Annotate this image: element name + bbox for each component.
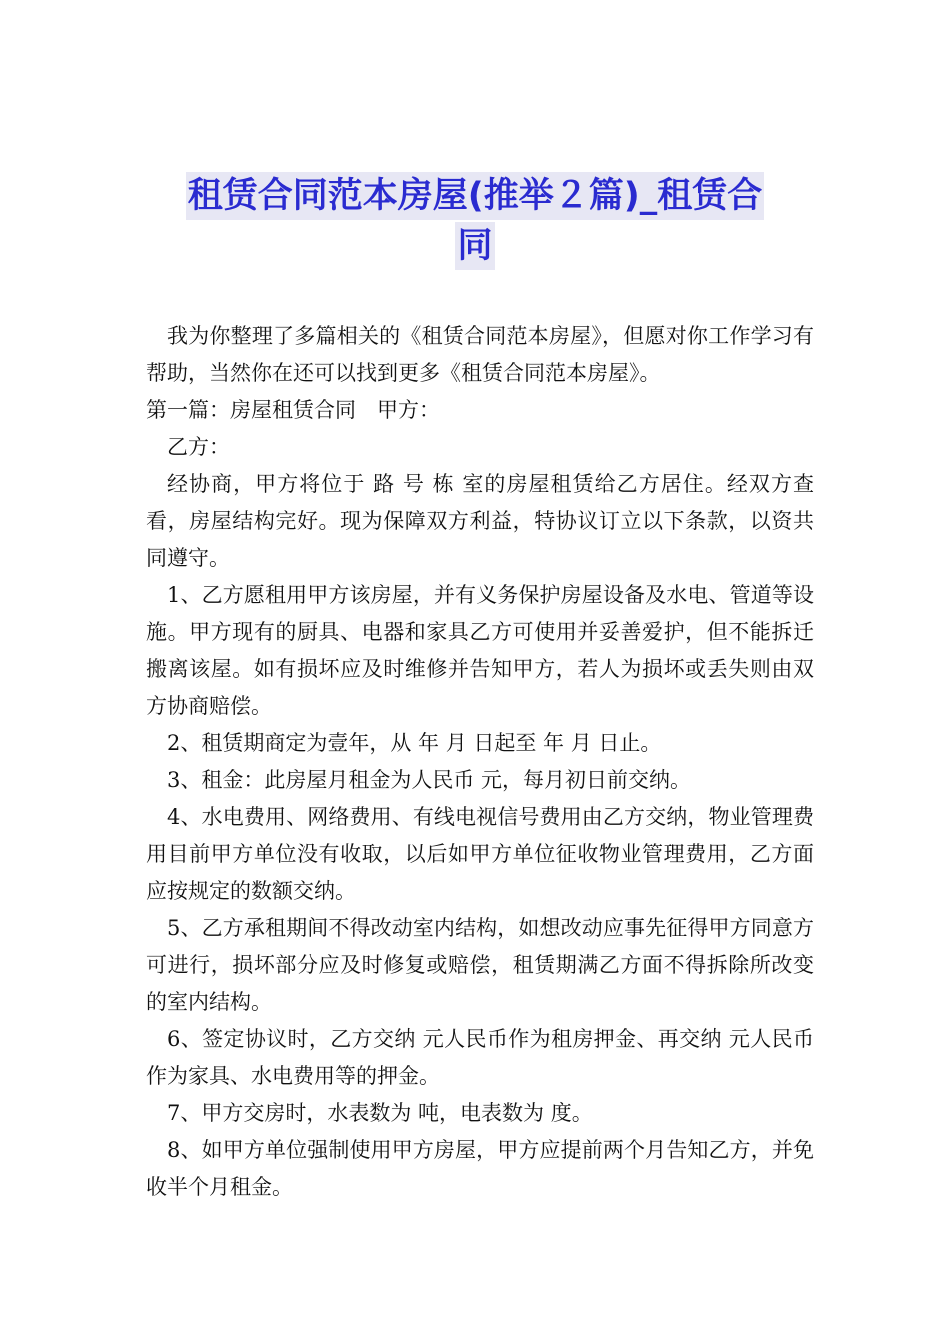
clause-2: 2、租赁期商定为壹年，从 年 月 日起至 年 月 日止。	[167, 731, 662, 755]
clause-3: 3、租金：此房屋月租金为人民币 元，每月初日前交纳。	[167, 768, 692, 792]
clause-8: 8、如甲方单位强制使用甲方房屋，甲方应提前两个月告知乙方，并免收半个月租金。	[146, 1138, 814, 1199]
clause-6: 6、签定协议时，乙方交纳 元人民币作为租房押金、再交纳 元人民币作为家具、水电费用等的押金。	[146, 1027, 814, 1088]
document-title	[0, 172, 950, 272]
clause-4: 4、水电费用、网络费用、有线电视信号费用由乙方交纳，物业管理费用目前甲方单位没有收取，以后如甲方单位征收物业管理费用，乙方面应按规定的数额交纳。	[146, 805, 814, 903]
party-b-line: 乙方：	[167, 435, 230, 459]
document-body	[146, 318, 814, 1206]
title-line-2: 同	[455, 222, 494, 270]
clause-5: 5、乙方承租期间不得改动室内结构，如想改动应事先征得甲方同意方可进行，损坏部分应及时修复或赔偿，租赁期满乙方面不得拆除所改变的室内结构。	[146, 916, 814, 1014]
title-line-1: 租赁合同范本房屋(推举２篇)_租赁合	[186, 172, 765, 220]
clause-1: 1、乙方愿租用甲方该房屋，并有义务保护房屋设备及水电、管道等设施。甲方现有的厨具、电器和家具乙方可使用并妥善爱护，但不能拆迁搬离该屋。如有损坏应及时维修并告知甲方，若人为损坏或丢失则由双方协商赔偿。	[146, 583, 814, 718]
intro-paragraph: 我为你整理了多篇相关的《租赁合同范本房屋》，但愿对你工作学习有帮助，当然你在还可以找到更多《租赁合同范本房屋》。	[146, 324, 814, 385]
agreement-paragraph: 经协商，甲方将位于 路 号 栋 室的房屋租赁给乙方居住。经双方查看，房屋结构完好。现为保障双方利益，特协议订立以下条款，以资共同遵守。	[146, 472, 814, 570]
section-heading: 第一篇：房屋租赁合同 甲方：	[146, 398, 440, 422]
clause-7: 7、甲方交房时，水表数为 吨，电表数为 度。	[167, 1101, 593, 1125]
